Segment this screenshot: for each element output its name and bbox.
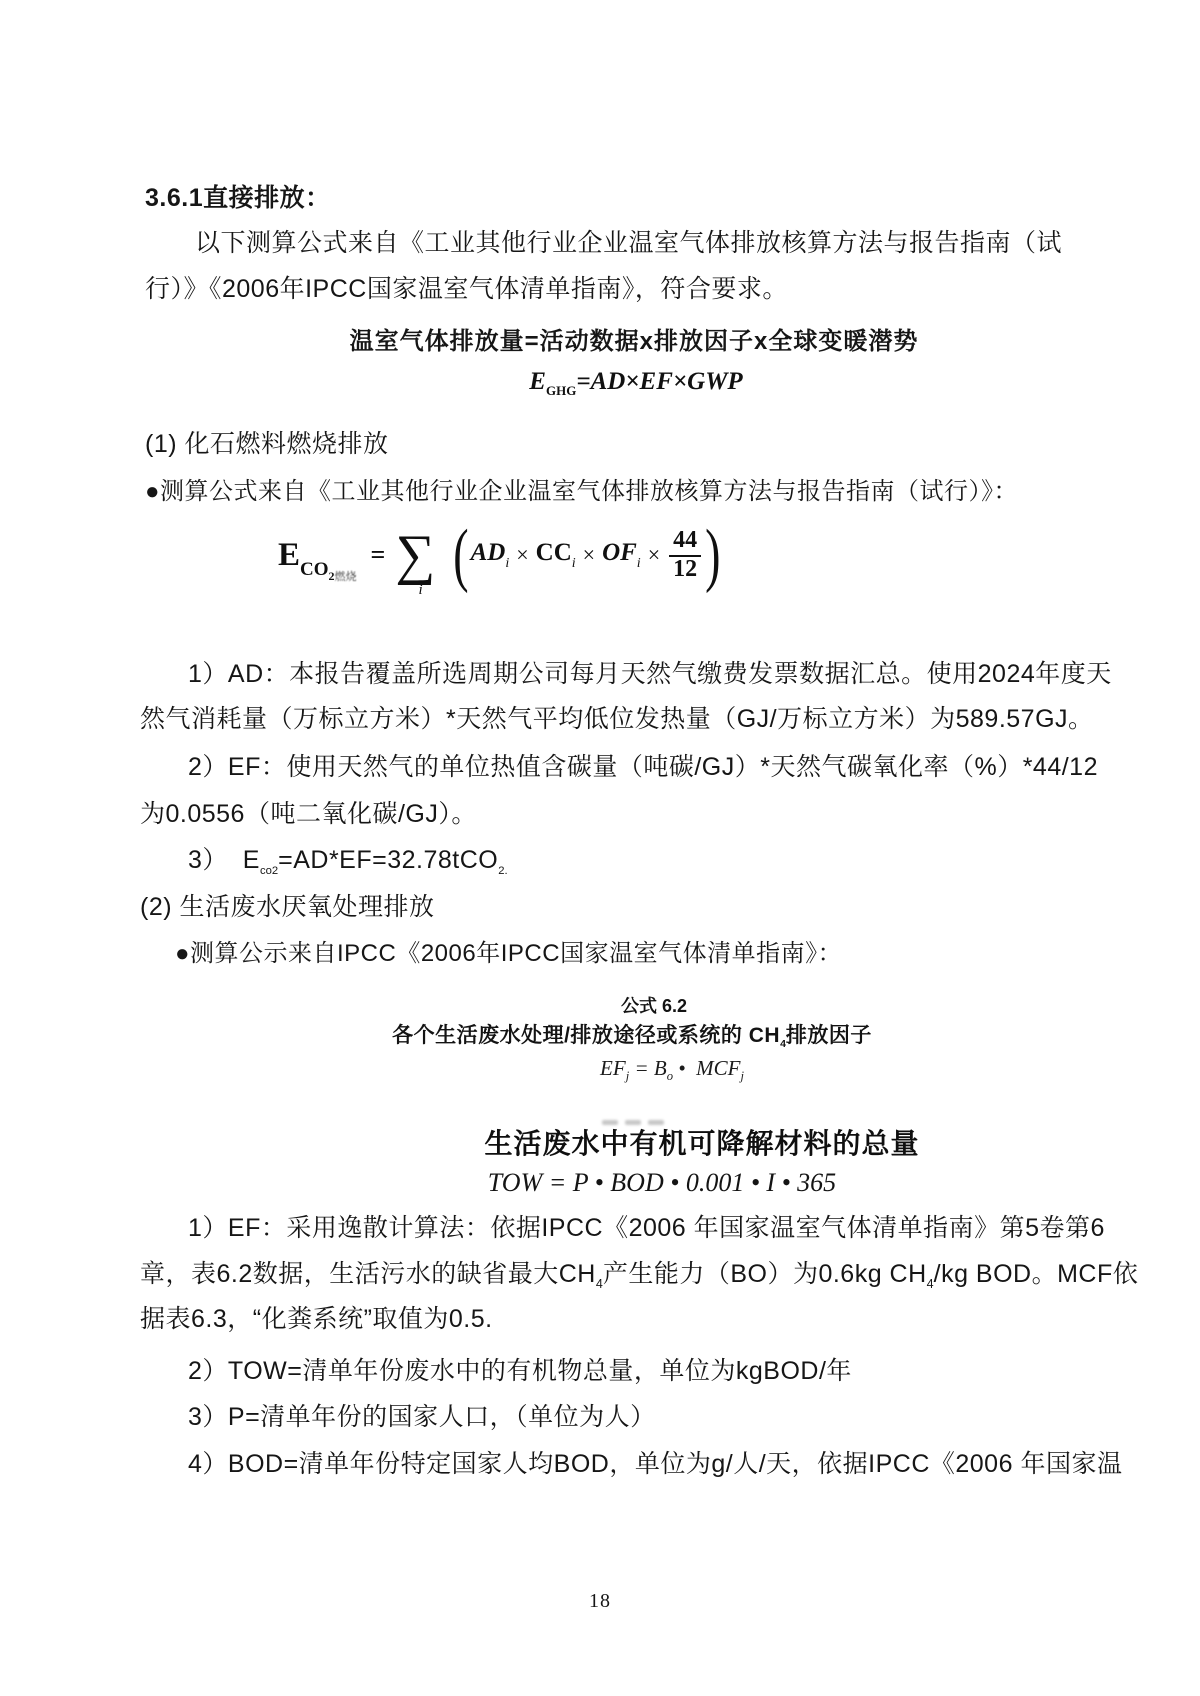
- section1-heading: (1) 化石燃料燃烧排放: [145, 430, 389, 458]
- co2-combustion-formula: [278, 503, 720, 607]
- tow-formula: TOW = P • BOD • 0.001 • I • 365: [487, 1168, 837, 1197]
- ghg-formula-lhs: E: [529, 368, 546, 395]
- fraction-44-12: $\frac{44}{12}$: [669, 528, 701, 581]
- right-paren: ): [705, 514, 721, 594]
- sigma-operator: ∑ i: [395, 524, 436, 598]
- equals-sign: =: [370, 540, 386, 569]
- item-ad-line1: 1）AD：本报告覆盖所选周期公司每月天然气缴费发票数据汇总。使用2024年度天: [188, 660, 1112, 688]
- left-paren: (: [453, 514, 469, 594]
- intro-paragraph-line2: 行）》《2006年IPCC国家温室气体清单指南》，符合要求。: [145, 275, 788, 303]
- times-sign: ×: [582, 542, 596, 567]
- item-ef2-line3: 据表6.3，“化粪系统”取值为0.5.: [140, 1305, 493, 1333]
- section-heading-361: 3.6.1直接排放：: [145, 184, 331, 212]
- item-p: 3）P=清单年份的国家人口，（单位为人）: [188, 1403, 656, 1431]
- section1-bullet-line: ●测算公式来自《工业其他行业企业温室气体排放核算方法与报告指南（试行）》：: [145, 478, 1018, 505]
- section2-heading: (2) 生活废水厌氧处理排放: [140, 893, 435, 921]
- item-ef2-line2: 章，表6.2数据，生活污水的缺省最大$CH_4$产生能力（BO）为0.6kg $CH_4/kg$ BOD。MCF依: [140, 1260, 1139, 1291]
- item-ef-line1: 2）EF：使用天然气的单位热值含碳量（吨碳/GJ）*天然气碳氧化率（%）*44/12: [188, 753, 1098, 781]
- item-ef2-line1: 1）EF：采用逸散计算法：依据IPCC《2006 年国家温室气体清单指南》第5卷第6: [188, 1214, 1105, 1242]
- equation-62-label: 公式 6.2: [620, 996, 688, 1016]
- formula-lhs: $ECO_{2燃烧}$: [278, 536, 357, 583]
- ghg-formula-subscript: GHG: [545, 383, 577, 398]
- ghg-formula: [0, 368, 1200, 399]
- ghg-formula-rhs: =AD×EF×GWP: [576, 368, 743, 395]
- page-number: 18: [589, 1590, 611, 1612]
- section2-bullet-line: ●测算公示来自IPCC《2006年IPCC国家温室气体清单指南》：: [175, 940, 843, 967]
- item-bod: 4）BOD=清单年份特定国家人均BOD，单位为g/人/天，依据IPCC《2006 年国家温: [188, 1450, 1123, 1478]
- efj-formula: $EF_j = B_o$ • $MCF_j$: [600, 1056, 744, 1084]
- term-OF: OFi: [602, 538, 641, 571]
- item-eco2-result: 3） $E_{co2}=AD*EF=32.78tCO_{2.}$: [188, 846, 508, 877]
- item-tow: 2）TOW=清单年份废水中的有机物总量，单位为kgBOD/年: [188, 1357, 852, 1385]
- item-ad-line2: 然气消耗量（万标立方米）*天然气平均低位发热量（GJ/万标立方米）为589.57GJ。: [140, 705, 1094, 733]
- term-CC: CCi: [535, 538, 576, 571]
- ghg-equation-title: 温室气体排放量=活动数据x排放因子x全球变暖潜势: [349, 328, 919, 355]
- tow-title: 生活废水中有机可降解材料的总量: [484, 1128, 920, 1159]
- item-ef-line2: 为0.0556（吨二氧化碳/GJ）。: [140, 800, 477, 828]
- times-sign: ×: [516, 542, 529, 567]
- term-AD: ADi: [470, 538, 510, 571]
- times-sign: ×: [647, 542, 661, 567]
- intro-paragraph-line1: 以下测算公式来自《工业其他行业企业温室气体排放核算方法与报告指南（试: [195, 229, 1063, 257]
- ch4-emission-factor-title: 各个生活废水处理/排放途径或系统的 $CH_4$排放因子: [392, 1024, 872, 1051]
